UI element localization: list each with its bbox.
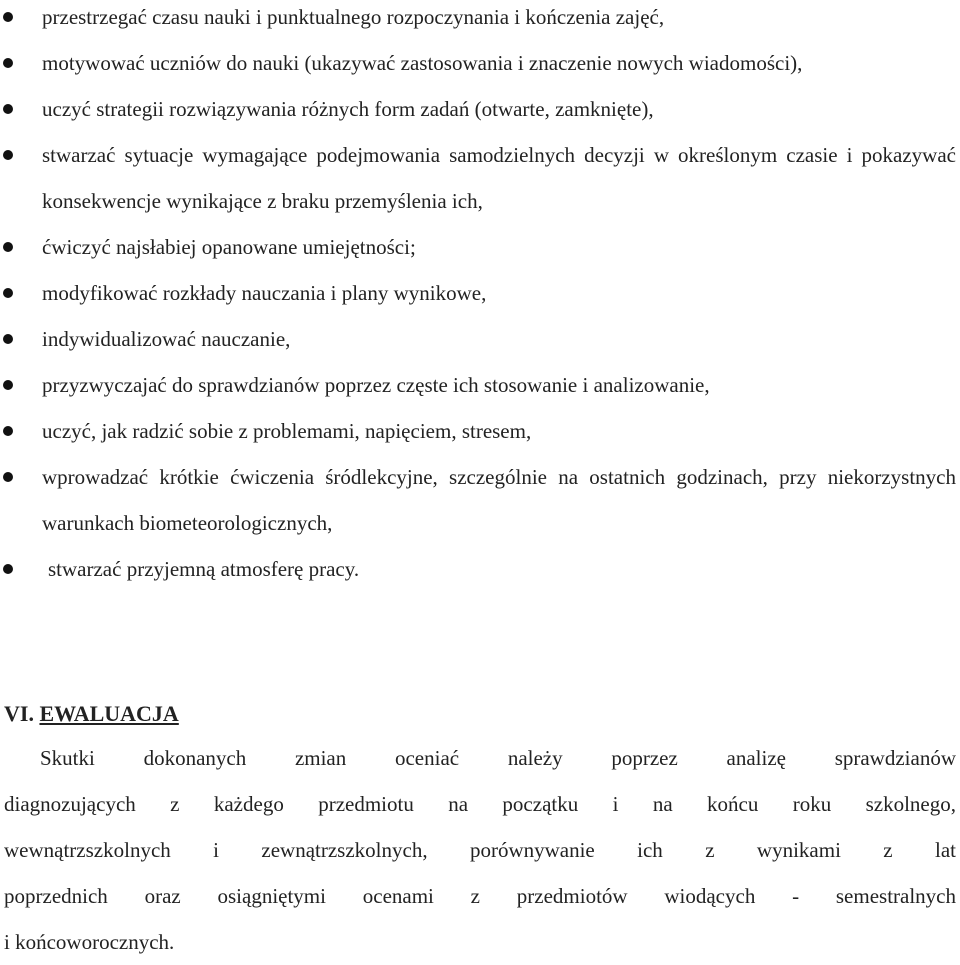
list-item-text: uczyć strategii rozwiązywania różnych form zadań (otwarte, zamknięte), <box>42 97 654 121</box>
list-item <box>0 86 960 132</box>
list-item-text: przyzwyczajać do sprawdzianów poprzez częste ich stosowanie i analizowanie, <box>42 373 710 397</box>
list-item-text: stwarzać przyjemną atmosferę pracy. <box>48 557 360 581</box>
list-item-text: wprowadzać krótkie ćwiczenia śródlekcyjne, szczególnie na ostatnich godzinach, przy niekorzystnych warunkach biometeorologicznych, <box>42 465 956 535</box>
list-item-text: przestrzegać czasu nauki i punktualnego rozpoczynania i kończenia zajęć, <box>42 5 665 29</box>
bullet-icon <box>3 564 13 574</box>
list-item <box>0 362 960 408</box>
list-item <box>0 40 960 86</box>
list-item <box>0 546 960 592</box>
list-item <box>0 224 960 270</box>
list-item <box>0 270 960 316</box>
paragraph-line: Skutki dokonanych zmian oceniać należy poprzez analizę sprawdzianów <box>40 746 956 770</box>
list-item-text: modyfikować rozkłady nauczania i plany wynikowe, <box>42 281 487 305</box>
list-item-text: uczyć, jak radzić sobie z problemami, napięciem, stresem, <box>42 419 532 443</box>
section-heading <box>4 696 179 732</box>
bullet-icon <box>3 150 13 160</box>
paragraph-line: poprzednich oraz osiągniętymi ocenami z przedmiotów wiodących - semestralnych <box>4 884 956 908</box>
bullet-icon <box>3 58 13 68</box>
section-title: EWALUACJA <box>39 701 179 726</box>
evaluation-paragraph <box>4 735 956 965</box>
section-number: VI. <box>4 701 34 726</box>
list-item-text: motywować uczniów do nauki (ukazywać zastosowania i znaczenie nowych wiadomości), <box>42 51 803 75</box>
bullet-icon <box>3 426 13 436</box>
paragraph-line: i końcoworocznych. <box>4 930 175 954</box>
list-item <box>0 408 960 454</box>
list-item-text: ćwiczyć najsłabiej opanowane umiejętności; <box>42 235 416 259</box>
bullet-icon <box>3 472 13 482</box>
list-item-text: indywidualizować nauczanie, <box>42 327 291 351</box>
bullet-icon <box>3 380 13 390</box>
list-item <box>0 0 960 40</box>
bullet-icon <box>3 242 13 252</box>
paragraph-line: wewnątrzszkolnych i zewnątrzszkolnych, porównywanie ich z wynikami z lat <box>4 838 956 862</box>
bullet-icon <box>3 288 13 298</box>
paragraph-line: diagnozujących z każdego przedmiotu na początku i na końcu roku szkolnego, <box>4 792 956 816</box>
list-item <box>0 454 960 546</box>
list-item-text: stwarzać sytuacje wymagające podejmowania samodzielnych decyzji w określonym czasie i pokazywać konsekwencje wynikające z braku przemyślenia ich, <box>42 143 956 213</box>
list-item <box>0 316 960 362</box>
bullet-icon <box>3 334 13 344</box>
bullet-icon <box>3 104 13 114</box>
list-item <box>0 132 960 224</box>
bullet-icon <box>3 12 13 22</box>
